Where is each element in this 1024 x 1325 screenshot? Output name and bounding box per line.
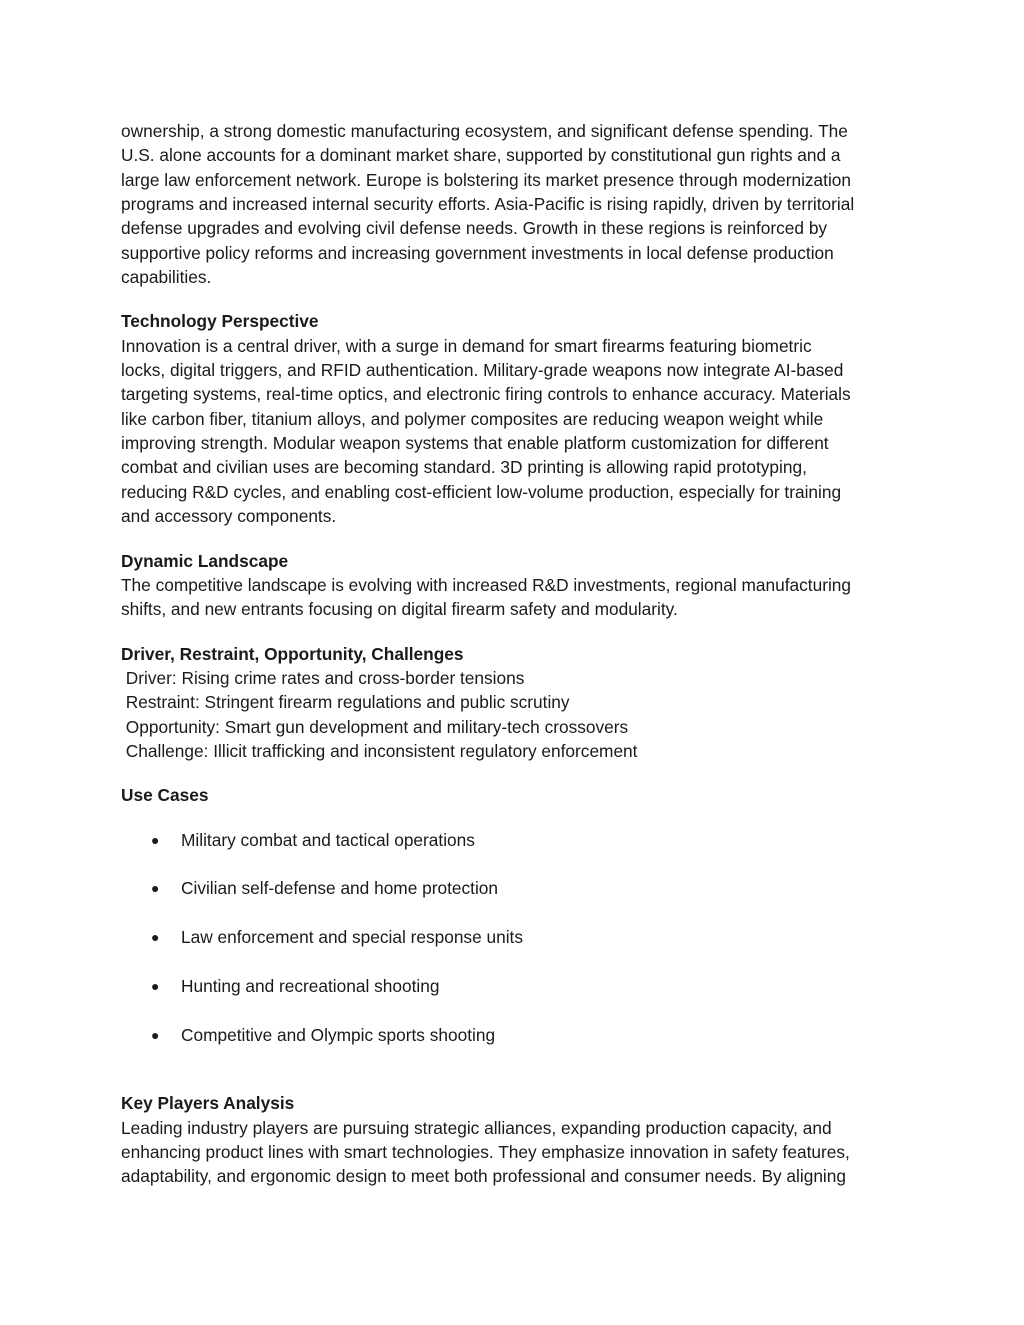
bullet-icon: ● (151, 880, 160, 897)
drc-section (121, 642, 911, 764)
technology-paragraph: Innovation is a central driver, with a surge in demand for smart firearms featuring biometric locks, digital triggers, and RFID authentication. Military-grade weapons now integrate AI-based targeting systems, real-time optics, and electronic firing controls to enhance accuracy. Materials like carbon fiber, titanium alloys, and polymer composites are reducing weapon weight while improving strength. Modular weapon systems that enable platform customization for different combat and civilian uses are becoming standard. 3D printing is allowing rapid prototyping, reducing R&D cycles, and enabling cost-efficient low-volume production, especially for training and accessory components. (121, 335, 851, 527)
bullet-icon: ● (151, 978, 160, 995)
drc-restraint-line: Restraint: Stringent firearm regulations and public scrutiny (121, 692, 570, 713)
dynamic-landscape-section (121, 549, 911, 622)
list-item (121, 876, 911, 900)
list-item (121, 828, 911, 852)
list-item (121, 925, 911, 949)
bullet-icon: ● (151, 1026, 160, 1043)
use-cases-heading: Use Cases (121, 785, 209, 806)
use-cases-list (121, 828, 911, 1048)
technology-heading: Technology Perspective (121, 311, 319, 332)
dynamic-landscape-paragraph: The competitive landscape is evolving with increased R&D investments, regional manufacturing shifts, and new entrants focusing on digital firearm safety and modularity. (121, 574, 852, 620)
intro-paragraph: ownership, a strong domestic manufacturing ecosystem, and significant defense spending. The U.S. alone accounts for a dominant market share, supported by constitutional gun rights and a large law enforcement network. Europe is bolstering its market presence through modernization programs and increased internal security efforts. Asia-Pacific is rising rapidly, driven by territorial defense upgrades and evolving civil defense needs. Growth in these regions is reinforced by supportive policy reforms and increasing government investments in local defense production capabilities. (121, 121, 855, 288)
list-item-text: Military combat and tactical operations (181, 829, 475, 850)
bullet-icon: ● (151, 831, 160, 848)
drc-driver-line: Driver: Rising crime rates and cross-border tensions (121, 667, 525, 688)
document-page (121, 119, 911, 1189)
list-item-text: Competitive and Olympic sports shooting (181, 1024, 496, 1045)
list-item-text: Civilian self-defense and home protection (181, 878, 499, 899)
use-cases-section (121, 783, 911, 1047)
key-players-section (121, 1091, 911, 1188)
list-item-text: Hunting and recreational shooting (181, 976, 440, 997)
key-players-paragraph: Leading industry players are pursuing strategic alliances, expanding production capacity, and enhancing product lines with smart technologies. They emphasize innovation in safety features, adaptability, and ergonomic design to meet both professional and consumer needs. By aligning (121, 1117, 850, 1187)
drc-opportunity-line: Opportunity: Smart gun development and military-tech crossovers (121, 716, 629, 737)
dynamic-landscape-heading: Dynamic Landscape (121, 550, 289, 571)
bullet-icon: ● (151, 929, 160, 946)
key-players-heading: Key Players Analysis (121, 1093, 295, 1114)
list-item (121, 974, 911, 998)
drc-heading: Driver, Restraint, Opportunity, Challenges (121, 643, 464, 664)
list-item-text: Law enforcement and special response units (181, 927, 523, 948)
list-item (121, 1023, 911, 1047)
drc-challenge-line: Challenge: Illicit trafficking and inconsistent regulatory enforcement (121, 740, 638, 761)
technology-section (121, 309, 911, 528)
